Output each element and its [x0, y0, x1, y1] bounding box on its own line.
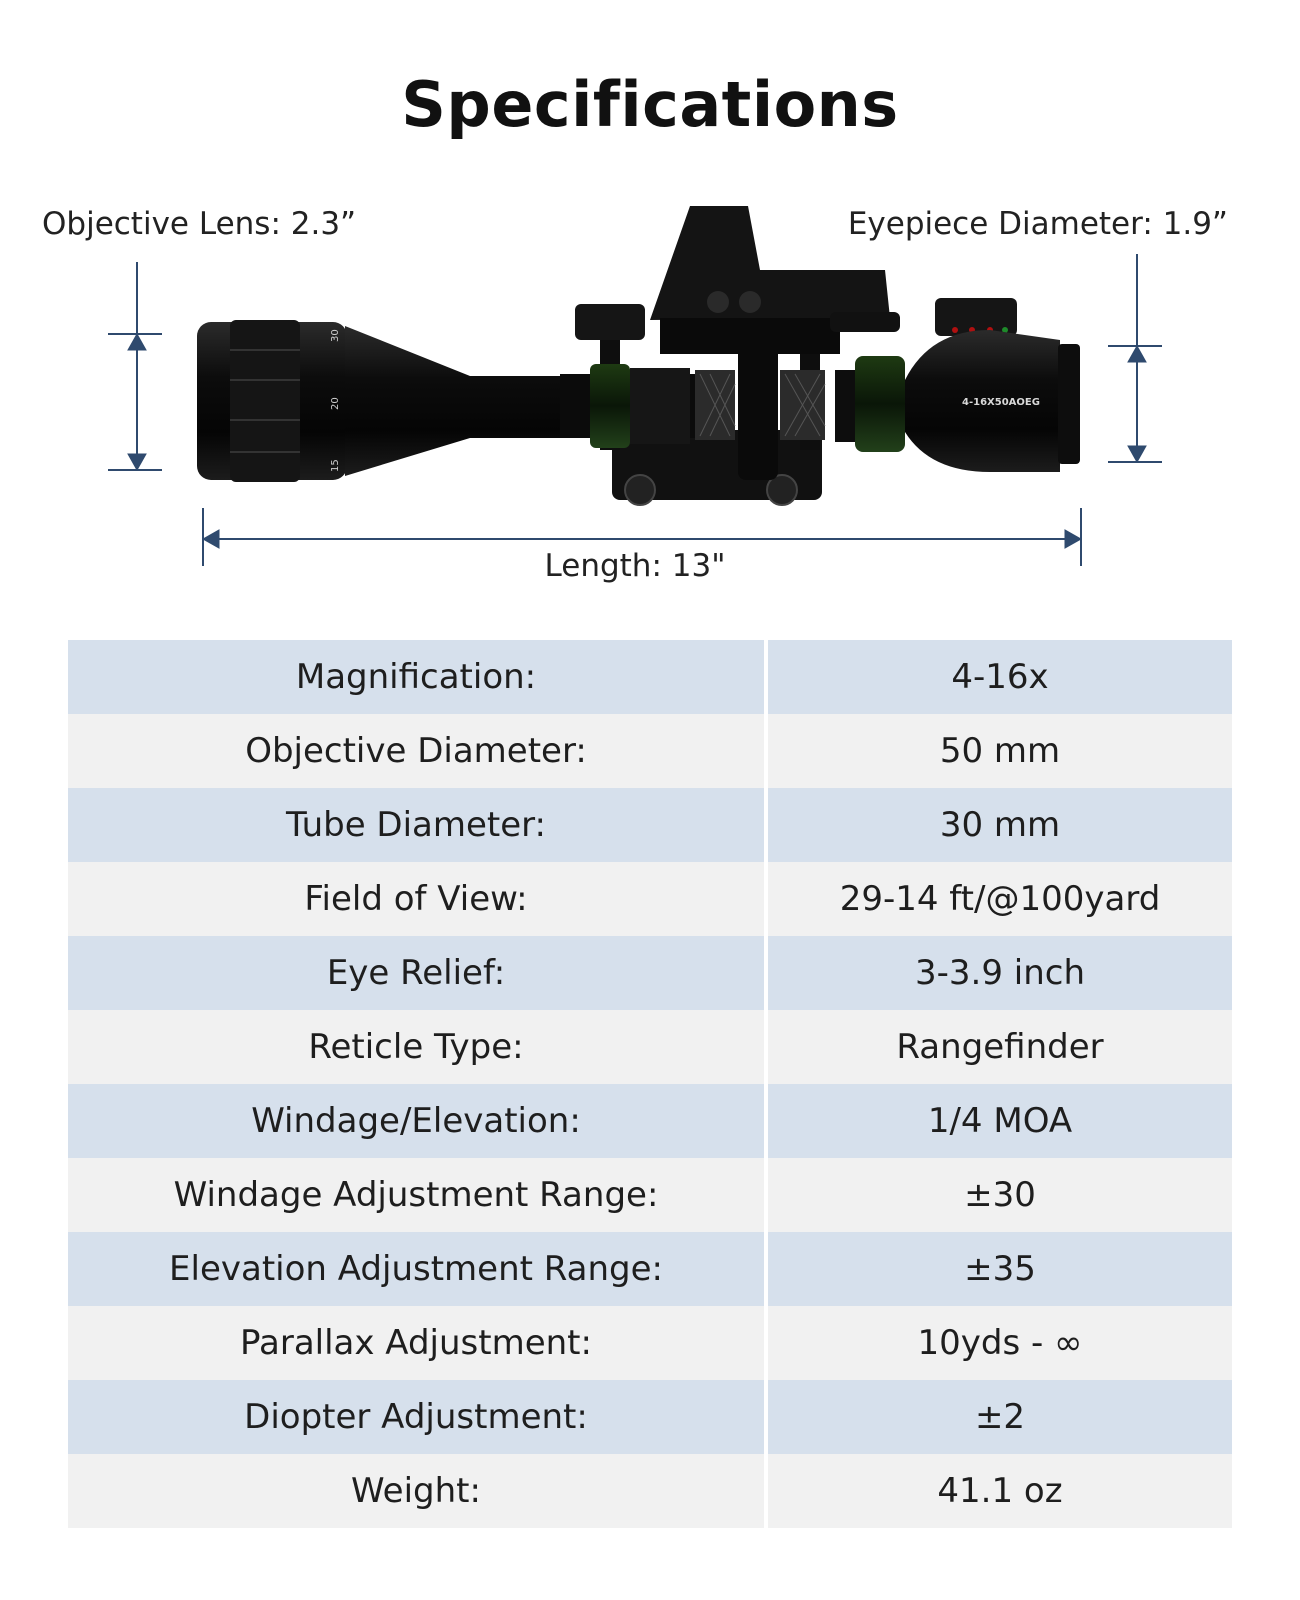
power-mark-20: 20	[330, 397, 341, 410]
table-row	[68, 640, 1232, 714]
spec-value: 30 mm	[766, 788, 1232, 862]
power-mark-30: 30	[330, 329, 341, 342]
spec-value: 41.1 oz	[766, 1454, 1232, 1528]
table-row	[68, 714, 1232, 788]
table-row	[68, 788, 1232, 862]
spec-label: Eye Relief:	[68, 936, 766, 1010]
table-row	[68, 1232, 1232, 1306]
spec-value: 3-3.9 inch	[766, 936, 1232, 1010]
spec-label: Windage/Elevation:	[68, 1084, 766, 1158]
objective-lens-label: Objective Lens: 2.3”	[42, 206, 357, 242]
table-row	[68, 1454, 1232, 1528]
specifications-table	[68, 640, 1232, 1528]
table-row	[68, 1084, 1232, 1158]
objective-dimension-arrow	[108, 262, 162, 470]
spec-label: Parallax Adjustment:	[68, 1306, 766, 1380]
page-title: Specifications	[401, 68, 899, 141]
spec-value: Rangefinder	[766, 1010, 1232, 1084]
spec-value: 50 mm	[766, 714, 1232, 788]
spec-label: Reticle Type:	[68, 1010, 766, 1084]
spec-value: ±30	[766, 1158, 1232, 1232]
table-row	[68, 1010, 1232, 1084]
spec-label: Weight:	[68, 1454, 766, 1528]
rifle-scope-image	[0, 180, 1300, 600]
table-row	[68, 1306, 1232, 1380]
table-row	[68, 1380, 1232, 1454]
eyepiece-diameter-label: Eyepiece Diameter: 1.9”	[847, 206, 1228, 242]
power-mark-15: 15	[330, 459, 341, 472]
spec-label: Elevation Adjustment Range:	[68, 1232, 766, 1306]
spec-value: 4-16x	[766, 640, 1232, 714]
spec-value: ±35	[766, 1232, 1232, 1306]
spec-value: ±2	[766, 1380, 1232, 1454]
table-row	[68, 936, 1232, 1010]
length-label-text: Length: 13"	[544, 548, 726, 584]
scope-model-marking: 4-16X50AOEG	[962, 397, 1040, 408]
spec-value: 29-14 ft/@100yard	[766, 862, 1232, 936]
spec-label: Field of View:	[68, 862, 766, 936]
length-dimension-arrow	[203, 508, 1081, 566]
spec-label: Tube Diameter:	[68, 788, 766, 862]
spec-label: Windage Adjustment Range:	[68, 1158, 766, 1232]
eyepiece-dimension-arrow	[1108, 254, 1162, 462]
table-row	[68, 1158, 1232, 1232]
table-row	[68, 862, 1232, 936]
spec-value: 1/4 MOA	[766, 1084, 1232, 1158]
spec-value: 10yds - ∞	[766, 1306, 1232, 1380]
spec-label: Objective Diameter:	[68, 714, 766, 788]
spec-label: Diopter Adjustment:	[68, 1380, 766, 1454]
spec-label: Magnification:	[68, 640, 766, 714]
